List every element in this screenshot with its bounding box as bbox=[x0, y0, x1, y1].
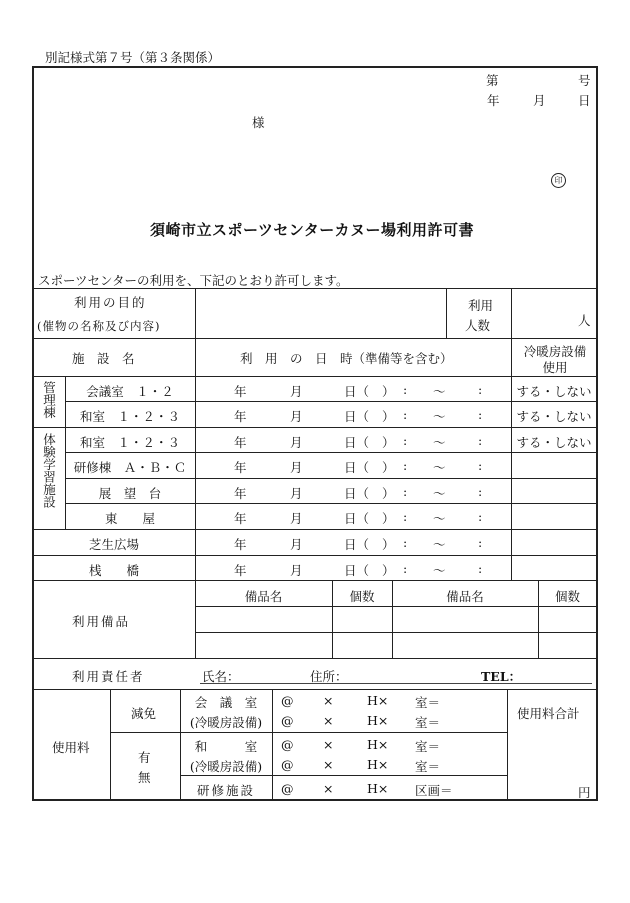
datetime-tilde: ～ bbox=[433, 384, 446, 399]
fee-unit: 室＝ bbox=[415, 715, 441, 730]
facility-name: 桟 橋 bbox=[88, 563, 139, 578]
datetime-colon-end: : bbox=[478, 458, 483, 473]
addressee-suffix: 様 bbox=[252, 115, 265, 130]
datetime-colon-start: : bbox=[403, 535, 408, 550]
datetime-day: 日（ bbox=[344, 409, 370, 424]
datetime-day: 日（ bbox=[344, 384, 370, 399]
datetime-month: 月 bbox=[290, 409, 303, 424]
responsible-tel: TEL： bbox=[481, 669, 522, 684]
fee-times: × bbox=[323, 781, 334, 796]
datetime-colon-start: : bbox=[403, 561, 408, 576]
group-kanri: 管理棟 bbox=[41, 381, 57, 419]
form-reference: 別記様式第７号（第３条関係） bbox=[45, 50, 221, 65]
aircon-choice: する・しない bbox=[516, 409, 592, 424]
datetime-colon-end: : bbox=[478, 509, 483, 524]
fee-times: × bbox=[323, 757, 334, 772]
fee-exempt: 減免 bbox=[131, 706, 157, 721]
responsible-label: 利用責任者 bbox=[72, 669, 145, 684]
datetime-year: 年 bbox=[234, 563, 247, 578]
count-label-2: 人数 bbox=[465, 318, 491, 333]
datetime-day: 日（ bbox=[344, 460, 370, 475]
fee-item: (冷暖房設備) bbox=[189, 759, 263, 774]
fee-paid: 有無 bbox=[138, 750, 151, 785]
datetime-colon-end: : bbox=[478, 535, 483, 550]
group-taiken: 体験学習施設 bbox=[41, 433, 57, 508]
aircon-choice: する・しない bbox=[516, 435, 592, 450]
datetime-colon-end: : bbox=[478, 407, 483, 422]
fee-at: @ bbox=[281, 693, 294, 708]
datetime-header: 利 用 の 日 時（準備等を含む） bbox=[240, 351, 453, 366]
facility-name: 会議室 １・２ bbox=[86, 384, 174, 399]
fee-hours: H× bbox=[367, 757, 389, 772]
fee-times: × bbox=[323, 737, 334, 752]
purpose-label: 利用の目的 bbox=[74, 295, 147, 310]
datetime-tilde: ～ bbox=[433, 486, 446, 501]
responsible-address: 住所： bbox=[310, 669, 348, 684]
facility-name: 和室 １・２・３ bbox=[79, 409, 180, 424]
fee-unit: 室＝ bbox=[415, 739, 441, 754]
intro-text: スポーツセンターの利用を、下記のとおり許可します。 bbox=[38, 273, 349, 288]
count-unit: 人 bbox=[578, 313, 591, 328]
fee-hours: H× bbox=[367, 713, 389, 728]
fee-unit: 区画＝ bbox=[415, 783, 453, 798]
datetime-day: 日（ bbox=[344, 537, 370, 552]
datetime-colon-end: : bbox=[478, 382, 483, 397]
responsible-name: 氏名： bbox=[202, 669, 240, 684]
facility-name: 芝生広場 bbox=[88, 537, 139, 552]
fee-item: 会 議 室 bbox=[194, 695, 258, 710]
datetime-tilde: ～ bbox=[433, 435, 446, 450]
datetime-day: 日（ bbox=[344, 511, 370, 526]
fee-item: 和 室 bbox=[194, 739, 258, 754]
fee-at: @ bbox=[281, 737, 294, 752]
document-title: 須崎市立スポーツセンターカヌー場利用許可書 bbox=[150, 221, 475, 239]
datetime-year: 年 bbox=[234, 435, 247, 450]
datetime-tilde: ～ bbox=[433, 537, 446, 552]
datetime-tilde: ～ bbox=[433, 460, 446, 475]
aircon-header-2: 使用 bbox=[542, 360, 568, 375]
datetime-month: 月 bbox=[290, 384, 303, 399]
date-year: 年 bbox=[487, 93, 500, 108]
facility-name: 研修棟 Ａ・Ｂ・Ｃ bbox=[73, 460, 187, 475]
datetime-close: ） bbox=[382, 511, 395, 526]
equipment-name-header-1: 備品名 bbox=[244, 589, 283, 604]
fee-item: 研修施設 bbox=[196, 783, 255, 798]
fee-label: 使用料 bbox=[52, 740, 90, 755]
datetime-day: 日（ bbox=[344, 435, 370, 450]
datetime-month: 月 bbox=[290, 460, 303, 475]
fee-at: @ bbox=[281, 713, 294, 728]
fee-yen: 円 bbox=[578, 785, 591, 800]
datetime-colon-start: : bbox=[403, 484, 408, 499]
datetime-year: 年 bbox=[234, 537, 247, 552]
datetime-year: 年 bbox=[234, 511, 247, 526]
fee-times: × bbox=[323, 693, 334, 708]
equipment-name-header-2: 備品名 bbox=[446, 589, 484, 604]
count-label-1: 利用 bbox=[468, 298, 494, 313]
datetime-colon-start: : bbox=[403, 433, 408, 448]
datetime-colon-end: : bbox=[478, 561, 483, 576]
number-suffix: 号 bbox=[578, 73, 591, 88]
equipment-label: 利用備品 bbox=[72, 614, 131, 629]
datetime-month: 月 bbox=[290, 486, 303, 501]
datetime-month: 月 bbox=[290, 537, 303, 552]
datetime-tilde: ～ bbox=[433, 563, 446, 578]
fee-at: @ bbox=[281, 757, 294, 772]
datetime-year: 年 bbox=[234, 384, 247, 399]
datetime-tilde: ～ bbox=[433, 409, 446, 424]
datetime-close: ） bbox=[382, 563, 395, 578]
fee-hours: H× bbox=[367, 781, 389, 796]
datetime-colon-start: : bbox=[403, 382, 408, 397]
datetime-close: ） bbox=[382, 537, 395, 552]
datetime-tilde: ～ bbox=[433, 511, 446, 526]
datetime-month: 月 bbox=[290, 435, 303, 450]
datetime-year: 年 bbox=[234, 460, 247, 475]
datetime-colon-end: : bbox=[478, 433, 483, 448]
facility-name: 東 屋 bbox=[104, 511, 155, 526]
datetime-year: 年 bbox=[234, 486, 247, 501]
number-prefix: 第 bbox=[486, 73, 499, 88]
datetime-month: 月 bbox=[290, 511, 303, 526]
fee-total-label: 使用料合計 bbox=[517, 706, 580, 721]
date-day: 日 bbox=[578, 93, 591, 108]
fee-unit: 室＝ bbox=[415, 759, 441, 774]
equipment-qty-header-2: 個数 bbox=[554, 589, 580, 604]
datetime-colon-start: : bbox=[403, 509, 408, 524]
equipment-qty-header-1: 個数 bbox=[349, 589, 375, 604]
datetime-close: ） bbox=[382, 460, 395, 475]
datetime-day: 日（ bbox=[344, 563, 370, 578]
datetime-close: ） bbox=[382, 384, 395, 399]
fee-hours: H× bbox=[367, 693, 389, 708]
facility-header: 施 設 名 bbox=[72, 351, 135, 366]
purpose-sublabel: (催物の名称及び内容) bbox=[37, 319, 161, 333]
fee-hours: H× bbox=[367, 737, 389, 752]
fee-at: @ bbox=[281, 781, 294, 796]
datetime-colon-start: : bbox=[403, 407, 408, 422]
facility-name: 展 望 台 bbox=[98, 486, 162, 501]
datetime-day: 日（ bbox=[344, 486, 370, 501]
fee-times: × bbox=[323, 713, 334, 728]
datetime-month: 月 bbox=[290, 563, 303, 578]
datetime-close: ） bbox=[382, 409, 395, 424]
datetime-colon-start: : bbox=[403, 458, 408, 473]
date-month: 月 bbox=[533, 93, 546, 108]
fee-item: (冷暖房設備) bbox=[189, 715, 263, 730]
aircon-choice: する・しない bbox=[516, 384, 592, 399]
datetime-close: ） bbox=[382, 435, 395, 450]
datetime-colon-end: : bbox=[478, 484, 483, 499]
seal-mark: 印 bbox=[551, 173, 566, 188]
fee-unit: 室＝ bbox=[415, 695, 441, 710]
facility-name: 和室 １・２・３ bbox=[79, 435, 180, 450]
datetime-year: 年 bbox=[234, 409, 247, 424]
aircon-header-1: 冷暖房設備 bbox=[523, 344, 587, 359]
datetime-close: ） bbox=[382, 486, 395, 501]
